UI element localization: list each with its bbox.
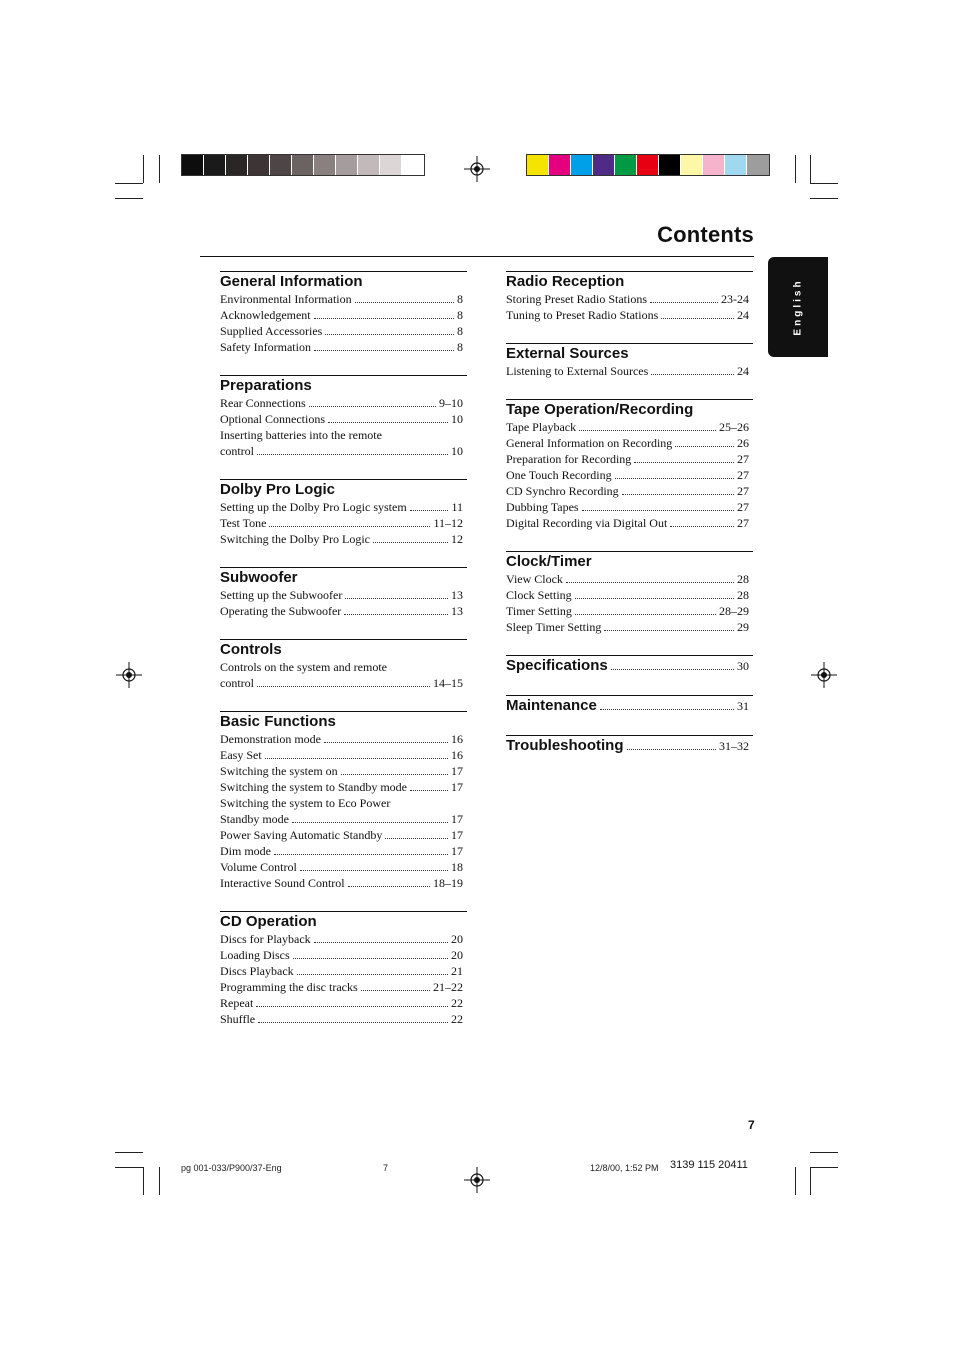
toc-section-title-row (506, 657, 753, 675)
toc-entry-page: 17 (451, 764, 463, 778)
toc-entry (506, 419, 753, 435)
toc-entry-page: 24 (737, 364, 749, 378)
cmyk-color-bar (526, 154, 770, 176)
toc-entry (220, 307, 467, 323)
toc-entry (220, 291, 467, 307)
toc-section-title: Controls (220, 641, 282, 658)
color-swatch (527, 155, 549, 175)
toc-section-page: 31–32 (719, 739, 749, 753)
toc-entry (220, 763, 467, 779)
toc-entry-label: Inserting batteries into the remote (220, 428, 382, 442)
toc-entry-label: Setting up the Subwoofer (220, 588, 343, 602)
toc-entry (220, 875, 467, 891)
dot-leader (634, 461, 734, 463)
color-swatch (402, 155, 424, 175)
toc-entry-label: control (220, 676, 254, 690)
toc-entry-page: 16 (451, 748, 463, 762)
toc-section-title: Tape Operation/Recording (506, 401, 694, 418)
dot-leader (314, 317, 454, 319)
toc-entry (506, 603, 753, 619)
toc-entry-label: Environmental Information (220, 292, 352, 306)
toc-entry (220, 515, 467, 531)
dot-leader (651, 373, 734, 375)
dot-leader (341, 773, 448, 775)
color-swatch (292, 155, 314, 175)
toc-entry-page: 27 (737, 468, 749, 482)
toc-entry (220, 963, 467, 979)
toc-entry-page: 28–29 (719, 604, 749, 618)
toc-entry (220, 587, 467, 603)
title-divider (200, 256, 754, 257)
toc-entry (220, 827, 467, 843)
toc-entry (220, 779, 467, 795)
color-swatch (681, 155, 703, 175)
crop-mark (115, 1167, 143, 1168)
toc-section-title: Maintenance (506, 697, 597, 714)
toc-entry (220, 675, 467, 691)
toc-section-title: CD Operation (220, 913, 317, 930)
toc-entry-page: 18–19 (433, 876, 463, 890)
toc-entry (506, 467, 753, 483)
toc-entry-page: 28 (737, 572, 749, 586)
footer-sheet-number: 7 (383, 1163, 389, 1173)
dot-leader (292, 821, 448, 823)
toc-entry (506, 291, 753, 307)
toc-entry (220, 411, 467, 427)
toc-entry-label: Supplied Accessories (220, 324, 323, 338)
toc-section (506, 343, 753, 379)
color-swatch (204, 155, 226, 175)
toc-entry-label: Volume Control (220, 860, 297, 874)
crop-mark (115, 1152, 143, 1153)
toc-section-title: Subwoofer (220, 569, 298, 586)
toc-section (220, 911, 467, 1027)
color-swatch (248, 155, 270, 175)
toc-section-title: Troubleshooting (506, 737, 624, 754)
toc-entry-label: Sleep Timer Setting (506, 620, 602, 634)
toc-entry-page: 20 (451, 932, 463, 946)
dot-leader (300, 869, 448, 871)
toc-section (220, 375, 467, 459)
crop-mark (795, 1167, 796, 1195)
toc-entry-page: 14–15 (433, 676, 463, 690)
toc-section (220, 639, 467, 691)
toc-section (220, 711, 467, 891)
crop-mark (810, 1167, 811, 1195)
toc-entry-label: Test Tone (220, 516, 267, 530)
toc-entry (220, 443, 467, 459)
dot-leader (269, 525, 430, 527)
toc-entry-page: 22 (451, 996, 463, 1010)
toc-entry-page: 21 (451, 964, 463, 978)
toc-section-title: General Information (220, 273, 363, 290)
dot-leader (348, 885, 430, 887)
toc-entry (220, 859, 467, 875)
dot-leader (256, 1005, 448, 1007)
toc-entry (220, 339, 467, 355)
dot-leader (257, 685, 430, 687)
crop-mark (795, 155, 796, 183)
color-swatch (380, 155, 402, 175)
toc-entry-page: 28 (737, 588, 749, 602)
toc-entry (220, 947, 467, 963)
toc-entry (220, 995, 467, 1011)
toc-entry (220, 395, 467, 411)
footer-file-name: pg 001-033/P900/37-Eng (181, 1163, 282, 1173)
toc-section-title-row (506, 697, 753, 715)
language-tab (768, 257, 828, 357)
toc-entry-label: Controls on the system and remote (220, 660, 387, 674)
toc-section-title: Preparations (220, 377, 312, 394)
dot-leader (566, 581, 734, 583)
toc-entry-page: 13 (451, 604, 463, 618)
toc-entry (506, 483, 753, 499)
toc-section (506, 271, 753, 323)
toc-entry-page: 21–22 (433, 980, 463, 994)
toc-entry-label: Shuffle (220, 1012, 256, 1026)
dot-leader (265, 757, 448, 759)
toc-section-title: Specifications (506, 657, 608, 674)
registration-mark-icon (464, 156, 490, 182)
toc-entry-label: Rear Connections (220, 396, 306, 410)
toc-entry-page: 22 (451, 1012, 463, 1026)
toc-section (220, 567, 467, 619)
toc-entry-page: 12 (451, 532, 463, 546)
toc-entry-label: Storing Preset Radio Stations (506, 292, 647, 306)
toc-entry-label: Repeat (220, 996, 254, 1010)
dot-leader (582, 509, 734, 511)
toc-entry-label: Digital Recording via Digital Out (506, 516, 668, 530)
toc-entry-label: Power Saving Automatic Standby (220, 828, 383, 842)
page-title: Contents (657, 222, 754, 247)
toc-entry-page: 29 (737, 620, 749, 634)
toc-entry-label: Discs for Playback (220, 932, 311, 946)
toc-entry-label: Switching the Dolby Pro Logic (220, 532, 370, 546)
color-swatch (593, 155, 615, 175)
color-swatch (725, 155, 747, 175)
toc-entry (220, 499, 467, 515)
toc-section-page: 31 (737, 699, 749, 713)
toc-entry-label: Standby mode (220, 812, 289, 826)
toc-entry-page: 8 (457, 324, 463, 338)
dot-leader (575, 597, 734, 599)
toc-entry-label: Switching the system to Eco Power (220, 796, 391, 810)
toc-entry-page: 11 (451, 500, 463, 514)
toc-section (506, 735, 753, 755)
dot-leader (670, 525, 734, 527)
toc-entry-label: Acknowledgement (220, 308, 311, 322)
dot-leader (324, 741, 448, 743)
dot-leader (579, 429, 716, 431)
dot-leader (410, 509, 449, 511)
toc-entry-label: control (220, 444, 254, 458)
dot-leader (361, 989, 430, 991)
crop-mark (159, 1167, 160, 1195)
footer-datetime: 12/8/00, 1:52 PM (590, 1163, 659, 1173)
dot-leader (293, 957, 448, 959)
toc-entry (220, 731, 467, 747)
toc-section (506, 399, 753, 531)
toc-section (506, 551, 753, 635)
toc-entry-label: Dubbing Tapes (506, 500, 579, 514)
toc-entry-label: Switching the system to Standby mode (220, 780, 407, 794)
toc-entry-page: 16 (451, 732, 463, 746)
dot-leader (622, 493, 734, 495)
toc-entry (506, 435, 753, 451)
toc-entry (220, 659, 467, 675)
toc-entry-page: 25–26 (719, 420, 749, 434)
toc-entry (506, 515, 753, 531)
toc-entry-page: 24 (737, 308, 749, 322)
registration-mark-icon (464, 1167, 490, 1193)
toc-entry (506, 619, 753, 635)
toc-entry (506, 587, 753, 603)
color-swatch (358, 155, 380, 175)
toc-entry (220, 843, 467, 859)
toc-entry (220, 603, 467, 619)
grayscale-color-bar (181, 154, 425, 176)
toc-entry (506, 499, 753, 515)
toc-entry-page: 17 (451, 844, 463, 858)
dot-leader (627, 748, 717, 750)
toc-entry-page: 17 (451, 812, 463, 826)
crop-mark (115, 183, 143, 184)
crop-mark (115, 198, 143, 199)
dot-leader (344, 613, 448, 615)
toc-entry-label: Tuning to Preset Radio Stations (506, 308, 659, 322)
crop-mark (143, 1167, 144, 1195)
dot-leader (258, 1021, 448, 1023)
toc-entry-page: 9–10 (439, 396, 463, 410)
dot-leader (615, 477, 734, 479)
dot-leader (325, 333, 454, 335)
toc-entry (220, 747, 467, 763)
page-number: 7 (748, 1118, 755, 1132)
toc-entry (506, 571, 753, 587)
registration-mark-icon (116, 662, 142, 688)
toc-entry-page: 20 (451, 948, 463, 962)
toc-entry-page: 27 (737, 500, 749, 514)
dot-leader (314, 941, 448, 943)
contents-right-column (506, 271, 753, 755)
toc-entry-label: Loading Discs (220, 948, 290, 962)
toc-entry-label: Dim mode (220, 844, 271, 858)
toc-entry (220, 811, 467, 827)
dot-leader (604, 629, 734, 631)
toc-entry-page: 8 (457, 292, 463, 306)
toc-section (220, 479, 467, 547)
color-swatch (336, 155, 358, 175)
toc-entry-label: Tape Playback (506, 420, 577, 434)
dot-leader (274, 853, 448, 855)
color-swatch (659, 155, 681, 175)
dot-leader (297, 973, 448, 975)
toc-entry-page: 10 (451, 412, 463, 426)
dot-leader (611, 668, 734, 670)
toc-entry-page: 8 (457, 308, 463, 322)
toc-section-title: Radio Reception (506, 273, 625, 290)
toc-section-title-row (506, 737, 753, 755)
toc-entry-label: Easy Set (220, 748, 262, 762)
toc-entry-page: 10 (451, 444, 463, 458)
dot-leader (345, 597, 448, 599)
toc-entry-label: Operating the Subwoofer (220, 604, 342, 618)
toc-entry-label: Discs Playback (220, 964, 294, 978)
toc-entry (220, 531, 467, 547)
toc-entry-label: Preparation for Recording (506, 452, 632, 466)
toc-entry-label: Listening to External Sources (506, 364, 649, 378)
dot-leader (355, 301, 454, 303)
toc-section (220, 271, 467, 355)
toc-entry-label: Interactive Sound Control (220, 876, 345, 890)
contents-left-column (220, 271, 467, 1027)
toc-entry-label: Optional Connections (220, 412, 325, 426)
toc-entry-page: 23-24 (721, 292, 749, 306)
color-swatch (270, 155, 292, 175)
toc-entry (506, 451, 753, 467)
color-swatch (571, 155, 593, 175)
registration-mark-icon (811, 662, 837, 688)
dot-leader (650, 301, 718, 303)
toc-section-title: Basic Functions (220, 713, 336, 730)
toc-section-title: Clock/Timer (506, 553, 592, 570)
dot-leader (661, 317, 734, 319)
crop-mark (143, 155, 144, 183)
crop-mark (159, 155, 160, 183)
dot-leader (600, 708, 734, 710)
color-swatch (747, 155, 769, 175)
toc-entry (220, 795, 467, 811)
toc-entry (506, 307, 753, 323)
dot-leader (314, 349, 454, 351)
toc-entry-label: Demonstration mode (220, 732, 321, 746)
dot-leader (675, 445, 734, 447)
toc-entry (220, 931, 467, 947)
toc-entry (220, 427, 467, 443)
toc-entry-page: 27 (737, 452, 749, 466)
footer-product-code: 3139 115 20411 (670, 1159, 748, 1171)
color-swatch (226, 155, 248, 175)
dot-leader (410, 789, 448, 791)
toc-entry-label: General Information on Recording (506, 436, 673, 450)
toc-section-title: External Sources (506, 345, 629, 362)
toc-entry (220, 1011, 467, 1027)
crop-mark (810, 1152, 838, 1153)
color-swatch (314, 155, 336, 175)
toc-section-page: 30 (737, 659, 749, 673)
toc-entry-label: CD Synchro Recording (506, 484, 619, 498)
color-swatch (182, 155, 204, 175)
toc-section-title: Dolby Pro Logic (220, 481, 336, 498)
toc-entry (506, 363, 753, 379)
color-swatch (615, 155, 637, 175)
toc-entry-page: 18 (451, 860, 463, 874)
toc-section (506, 695, 753, 715)
toc-entry-page: 13 (451, 588, 463, 602)
dot-leader (373, 541, 448, 543)
crop-mark (810, 183, 838, 184)
dot-leader (257, 453, 448, 455)
toc-entry-page: 17 (451, 828, 463, 842)
dot-leader (575, 613, 716, 615)
toc-entry-label: Timer Setting (506, 604, 572, 618)
toc-entry-label: Clock Setting (506, 588, 572, 602)
color-swatch (703, 155, 725, 175)
language-tab-label: English (792, 278, 804, 336)
toc-entry (220, 323, 467, 339)
crop-mark (810, 155, 811, 183)
toc-entry (220, 979, 467, 995)
dot-leader (309, 405, 436, 407)
color-swatch (637, 155, 659, 175)
toc-entry-label: Setting up the Dolby Pro Logic system (220, 500, 407, 514)
toc-entry-page: 27 (737, 516, 749, 530)
toc-entry-page: 26 (737, 436, 749, 450)
crop-mark (810, 1167, 838, 1168)
dot-leader (385, 837, 448, 839)
toc-entry-page: 27 (737, 484, 749, 498)
toc-entry-page: 8 (457, 340, 463, 354)
toc-entry-label: View Clock (506, 572, 563, 586)
crop-mark (810, 198, 838, 199)
toc-entry-label: Programming the disc tracks (220, 980, 358, 994)
toc-entry-label: Safety Information (220, 340, 311, 354)
toc-entry-label: Switching the system on (220, 764, 338, 778)
color-swatch (549, 155, 571, 175)
toc-entry-page: 11–12 (433, 516, 463, 530)
toc-entry-page: 17 (451, 780, 463, 794)
toc-section (506, 655, 753, 675)
toc-entry-label: One Touch Recording (506, 468, 612, 482)
dot-leader (328, 421, 448, 423)
